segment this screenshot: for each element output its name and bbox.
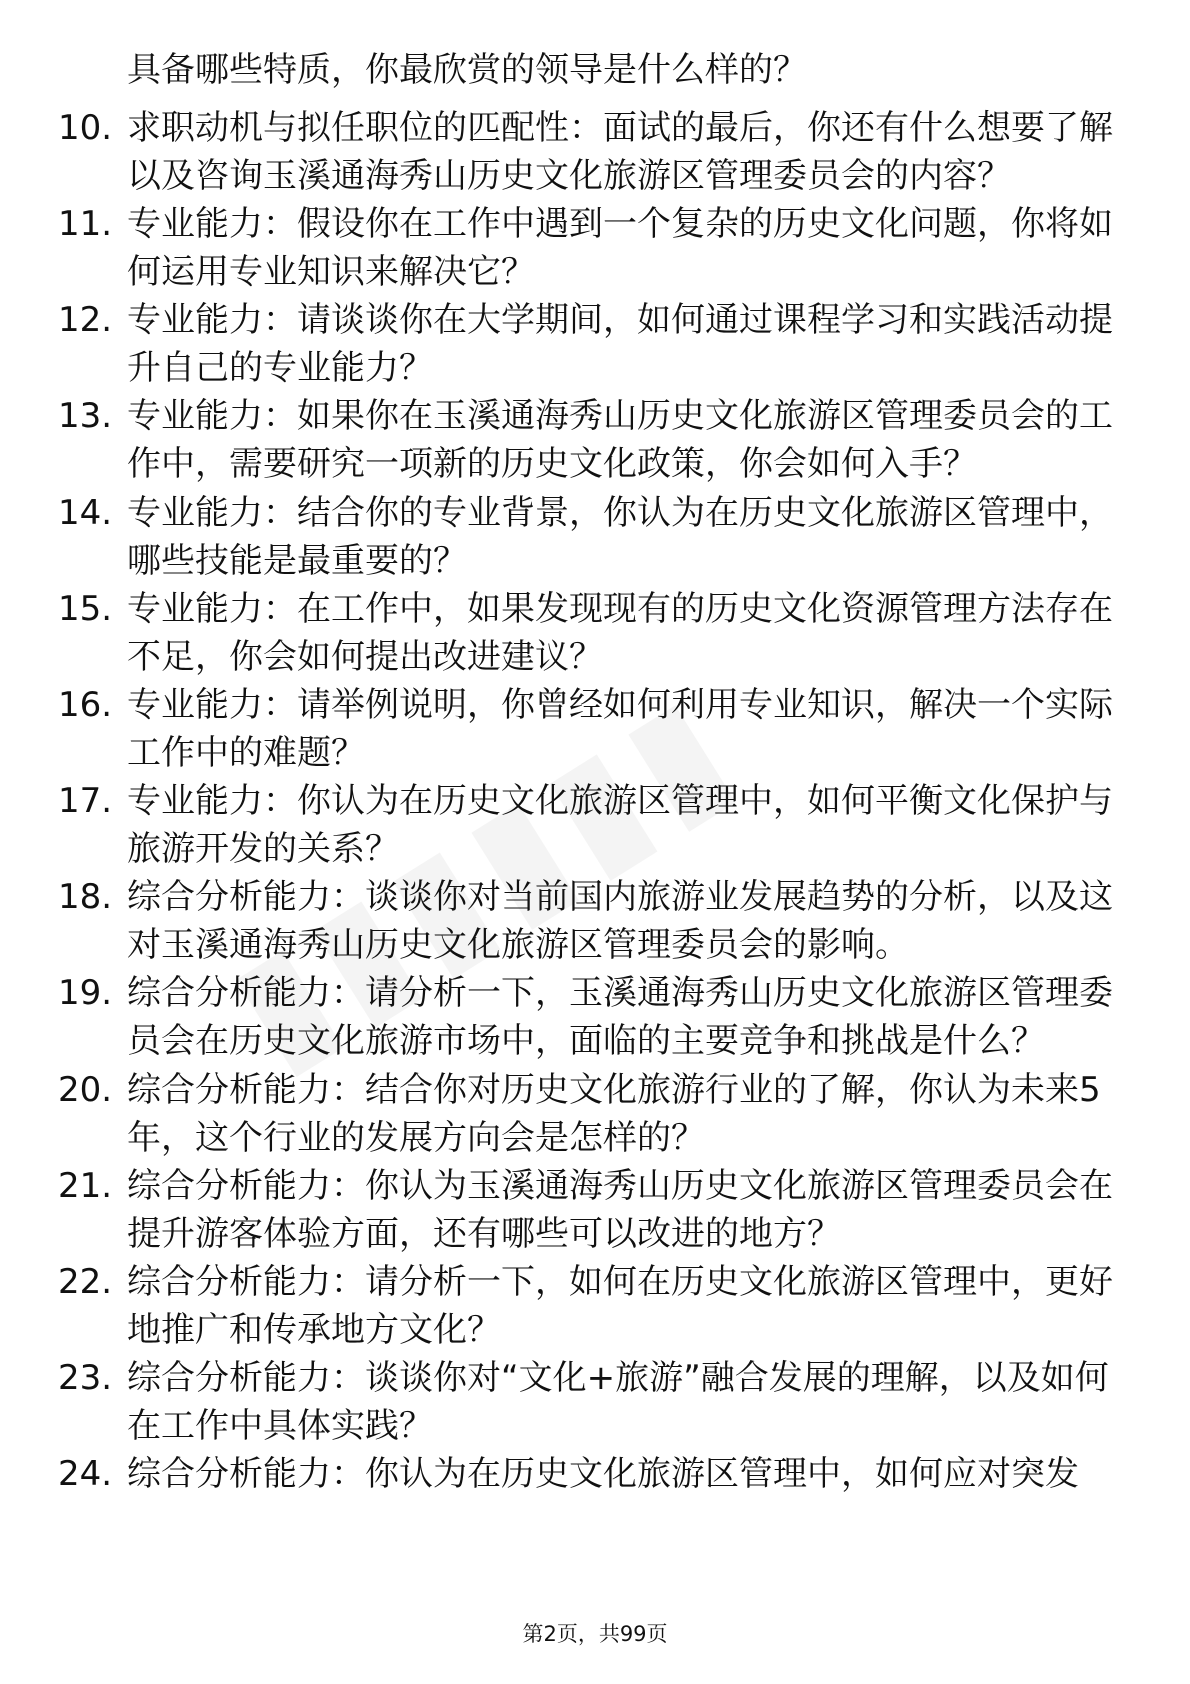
item-text: 求职动机与拟任职位的匹配性：面试的最后，你还有什么想要了解以及咨询玉溪通海秀山历史文化旅游区管理委员会的内容？ — [127, 108, 1113, 196]
list-item — [0, 585, 1190, 681]
item-text: 综合分析能力：请分析一下，玉溪通海秀山历史文化旅游区管理委员会在历史文化旅游市场中，面临的主要竞争和挑战是什么？ — [127, 973, 1113, 1061]
item-text: 综合分析能力：谈谈你对当前国内旅游业发展趋势的分析，以及这对玉溪通海秀山历史文化旅游区管理委员会的影响。 — [127, 877, 1113, 965]
list-item — [0, 1162, 1190, 1258]
item-number: 17. — [58, 781, 113, 821]
list-item — [0, 200, 1190, 296]
list-item — [0, 777, 1190, 873]
item-number: 20. — [58, 1070, 113, 1110]
item-text: 综合分析能力：你认为在历史文化旅游区管理中，如何应对突发 — [127, 1454, 1079, 1494]
list-item — [0, 104, 1190, 200]
list-item — [0, 296, 1190, 392]
list-item — [0, 489, 1190, 585]
item-text: 专业能力：在工作中，如果发现现有的历史文化资源管理方法存在不足，你会如何提出改进建议？ — [127, 589, 1113, 677]
item-number: 22. — [58, 1262, 113, 1302]
item-number: 13. — [58, 396, 113, 436]
item-number: 15. — [58, 589, 113, 629]
item-number: 10. — [58, 108, 113, 148]
continuation-text: 具备哪些特质，你最欣赏的领导是什么样的？ — [127, 50, 807, 90]
item-number: 24. — [58, 1454, 113, 1494]
item-text: 综合分析能力：谈谈你对“文化+旅游”融合发展的理解，以及如何在工作中具体实践？ — [127, 1358, 1109, 1446]
list-item — [0, 1066, 1190, 1162]
item-text: 综合分析能力：结合你对历史文化旅游行业的了解，你认为未来5年，这个行业的发展方向会是怎样的？ — [127, 1070, 1101, 1158]
item-text: 专业能力：假设你在工作中遇到一个复杂的历史文化问题，你将如何运用专业知识来解决它？ — [127, 204, 1113, 292]
list-item — [0, 1354, 1190, 1450]
list-item — [0, 969, 1190, 1065]
item-text: 专业能力：如果你在玉溪通海秀山历史文化旅游区管理委员会的工作中，需要研究一项新的历史文化政策，你会如何入手？ — [127, 396, 1113, 484]
item-number: 23. — [58, 1358, 113, 1398]
list-item — [0, 681, 1190, 777]
item-number: 11. — [58, 204, 113, 244]
item-number: 21. — [58, 1166, 113, 1206]
list-item — [0, 392, 1190, 488]
list-item — [0, 873, 1190, 969]
item-text: 综合分析能力：你认为玉溪通海秀山历史文化旅游区管理委员会在提升游客体验方面，还有哪些可以改进的地方？ — [127, 1166, 1113, 1254]
item-text: 专业能力：请举例说明，你曾经如何利用专业知识，解决一个实际工作中的难题？ — [127, 685, 1113, 773]
item-text: 专业能力：你认为在历史文化旅游区管理中，如何平衡文化保护与旅游开发的关系？ — [127, 781, 1113, 869]
list-item — [0, 1258, 1190, 1354]
item-number: 14. — [58, 493, 113, 533]
page-footer: 第2页，共99页 — [522, 1622, 668, 1646]
item-number: 19. — [58, 973, 113, 1013]
item-text: 综合分析能力：请分析一下，如何在历史文化旅游区管理中，更好地推广和传承地方文化？ — [127, 1262, 1113, 1350]
item-text: 专业能力：请谈谈你在大学期间，如何通过课程学习和实践活动提升自己的专业能力？ — [127, 300, 1113, 388]
item-number: 18. — [58, 877, 113, 917]
item-number: 16. — [58, 685, 113, 725]
list-item — [0, 1450, 1190, 1546]
item-number: 12. — [58, 300, 113, 340]
item-text: 专业能力：结合你的专业背景，你认为在历史文化旅游区管理中，哪些技能是最重要的？ — [127, 493, 1113, 581]
